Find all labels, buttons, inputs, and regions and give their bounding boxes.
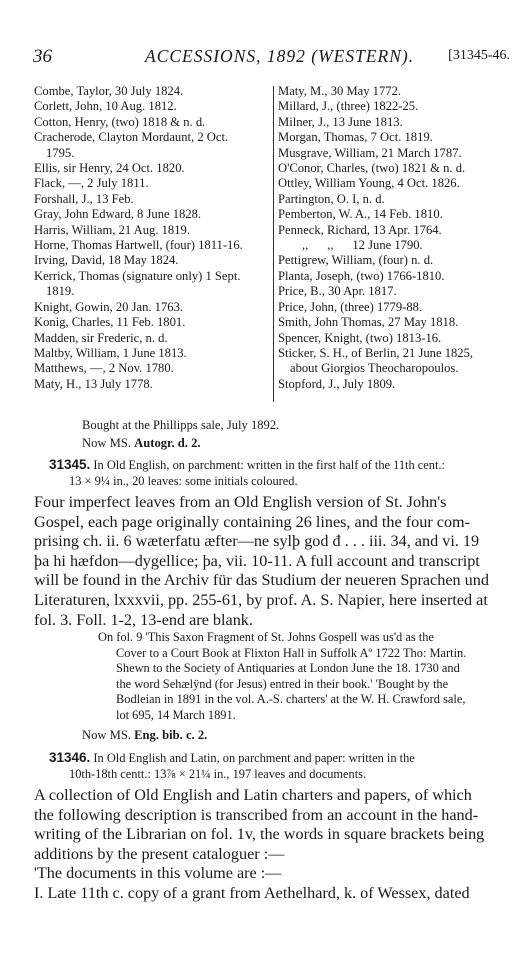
correspondents-list	[34, 84, 514, 404]
list-item: Penneck, Richard, 13 Apr. 1764.	[278, 222, 442, 237]
column-divider	[273, 86, 274, 402]
running-title: ACCESSIONS, 1892 (WESTERN).	[145, 46, 415, 66]
list-item: Musgrave, William, 21 March 1787.	[278, 145, 462, 160]
list-item: Maty, H., 13 July 1778.	[34, 376, 153, 391]
list-item: Partington, O. I, n. d.	[278, 191, 385, 206]
text-line: fol. 3. Foll. 1-2, 13-end are blank.	[34, 610, 253, 629]
text-line: A collection of Old English and Latin charters and papers, of which	[34, 786, 472, 804]
description-paragraph	[34, 493, 515, 630]
list-item: about Giorgios Theocharopoulos.	[290, 361, 459, 376]
accession-number: 31346.	[49, 750, 91, 765]
accession-number: 31345.	[49, 457, 91, 472]
list-item: Kerrick, Thomas (signature only) 1 Sept.	[34, 268, 241, 283]
text-line: the word Sehælÿnd (for Jesus) entred in their book.' 'Bought by the	[116, 676, 449, 691]
quoted-note	[98, 630, 518, 724]
text-line: additions by the present cataloguer :—	[34, 844, 285, 863]
ms-number: Eng. bib. c. 2.	[134, 728, 208, 742]
text-line: 'The documents in this volume are :—	[34, 864, 282, 883]
list-item: Millard, J., (three) 1822-25.	[278, 99, 419, 114]
list-item: Smith, John Thomas, 27 May 1818.	[278, 315, 459, 330]
list-item: Konig, Charles, 11 Feb. 1801.	[34, 315, 186, 330]
accession-description: In Old English and Latin, on parchment and paper: written in the	[93, 751, 415, 765]
list-item: Maltby, William, 1 June 1813.	[34, 345, 187, 360]
list-item: Harris, William, 21 Aug. 1819.	[34, 222, 190, 237]
text-line: lot 695, 14 March 1891.	[116, 707, 236, 722]
accession-dimensions: 10th-18th centt.: 13⅞ × 21¼ in., 197 leaves and documents.	[69, 767, 367, 781]
list-item: Planta, Joseph, (two) 1766-1810.	[278, 268, 445, 283]
list-item: Combe, Taylor, 30 July 1824.	[34, 84, 184, 98]
list-item: Horne, Thomas Hartwell, (four) 1811-16.	[34, 238, 243, 253]
ms-shelfmark	[82, 436, 201, 451]
list-item: Pettigrew, William, (four) n. d.	[278, 253, 434, 268]
ms-number: Autogr. d. 2.	[134, 436, 201, 450]
list-item: 1795.	[46, 145, 75, 160]
text-line: Gospel, each page originally containing 26 lines, and the four com-	[34, 512, 471, 531]
text-line: will be found in the Archiv für das Studium der neueren Sprachen und	[34, 571, 489, 590]
list-item: Matthews, —, 2 Nov. 1780.	[34, 361, 174, 376]
list-item: O'Conor, Charles, (two) 1821 & n. d.	[278, 161, 466, 176]
list-item: Maty, M., 30 May 1772.	[278, 84, 402, 98]
list-item: Corlett, John, 10 Aug. 1812.	[34, 99, 177, 114]
page-number: 36	[33, 46, 52, 67]
description-paragraph	[34, 786, 515, 904]
list-item: Knight, Gowin, 20 Jan. 1763.	[34, 299, 184, 314]
accession-description: In Old English, on parchment: written in the first half of the 11th cent.:	[93, 458, 445, 472]
list-item: Ellis, sir Henry, 24 Oct. 1820.	[34, 161, 185, 176]
text-line: Bodleian in 1891 in the vol. A.-S. charters' at the W. H. Crawford sale,	[116, 692, 466, 707]
list-item: Forshall, J., 13 Feb.	[34, 191, 134, 206]
list-item: 1819.	[46, 284, 75, 299]
accession-heading	[49, 750, 515, 782]
text-line: Cover to a Court Book at Flixton Hall in Suffolk Aº 1722 Tho: Martin.	[116, 645, 467, 660]
text-line: Literaturen, lxxxvii, pp. 255-61, by prof. A. S. Napier, here inserted at	[34, 590, 488, 609]
list-item: ,, ,, 12 June 1790.	[302, 238, 423, 253]
left-column	[34, 84, 272, 392]
shelfmark-range: [31345-46.	[448, 48, 510, 63]
list-item: Price, B., 30 Apr. 1817.	[278, 284, 397, 299]
list-item: Milner, J., 13 June 1813.	[278, 114, 403, 129]
list-item: Sticker, S. H., of Berlin, 21 June 1825,	[278, 345, 474, 360]
text-line: On fol. 9 'This Saxon Fragment of St. Johns Gospell was us'd as the	[98, 630, 434, 644]
list-item: Stopford, J., July 1809.	[278, 376, 396, 391]
list-item: Spencer, Knight, (two) 1813-16.	[278, 330, 442, 345]
list-item: Madden, sir Frederic, n. d.	[34, 330, 168, 345]
list-item: Cracherode, Clayton Mordaunt, 2 Oct.	[34, 130, 229, 145]
list-item: Gray, John Edward, 8 June 1828.	[34, 207, 202, 222]
list-item: Price, John, (three) 1779-88.	[278, 299, 423, 314]
accession-dimensions: 13 × 9¼ in., 20 leaves: some initials coloured.	[69, 474, 298, 488]
list-item: Ottley, William Young, 4 Oct. 1826.	[278, 176, 460, 191]
running-header	[33, 46, 510, 68]
text-line: prising ch. ii. 6 wæterfatu æfter—ne sylþ god đ . . . iii. 34, and vi. 19	[34, 532, 480, 551]
list-item: Cotton, Henry, (two) 1818 & n. d.	[34, 114, 206, 129]
text-line: the following description is transcribed from an account in the hand-	[34, 805, 479, 824]
list-item: Pemberton, W. A., 14 Feb. 1810.	[278, 207, 443, 222]
text-line: þa hi hæfdon—dygellice; þa, vii. 10-11. A full account and transcript	[34, 551, 480, 570]
list-item: Irving, David, 18 May 1824.	[34, 253, 179, 268]
text-line: Four imperfect leaves from an Old English version of St. John's	[34, 493, 447, 511]
text-line: writing of the Librarian on fol. 1v, the words in square brackets being	[34, 825, 485, 844]
right-column	[278, 84, 518, 392]
accession-heading	[49, 457, 515, 489]
list-item: Morgan, Thomas, 7 Oct. 1819.	[278, 130, 433, 145]
ms-prefix: Now MS.	[82, 728, 131, 742]
list-item: Flack, —, 2 July 1811.	[34, 176, 149, 191]
text-line: Shewn to the Society of Antiquaries at London June the 18. 1730 and	[116, 661, 460, 676]
text-line: I. Late 11th c. copy of a grant from Aethelhard, k. of Wessex, dated	[34, 883, 470, 902]
provenance-note: Bought at the Phillipps sale, July 1892.	[82, 418, 280, 432]
ms-shelfmark	[82, 728, 207, 743]
ms-prefix: Now MS.	[82, 436, 131, 450]
